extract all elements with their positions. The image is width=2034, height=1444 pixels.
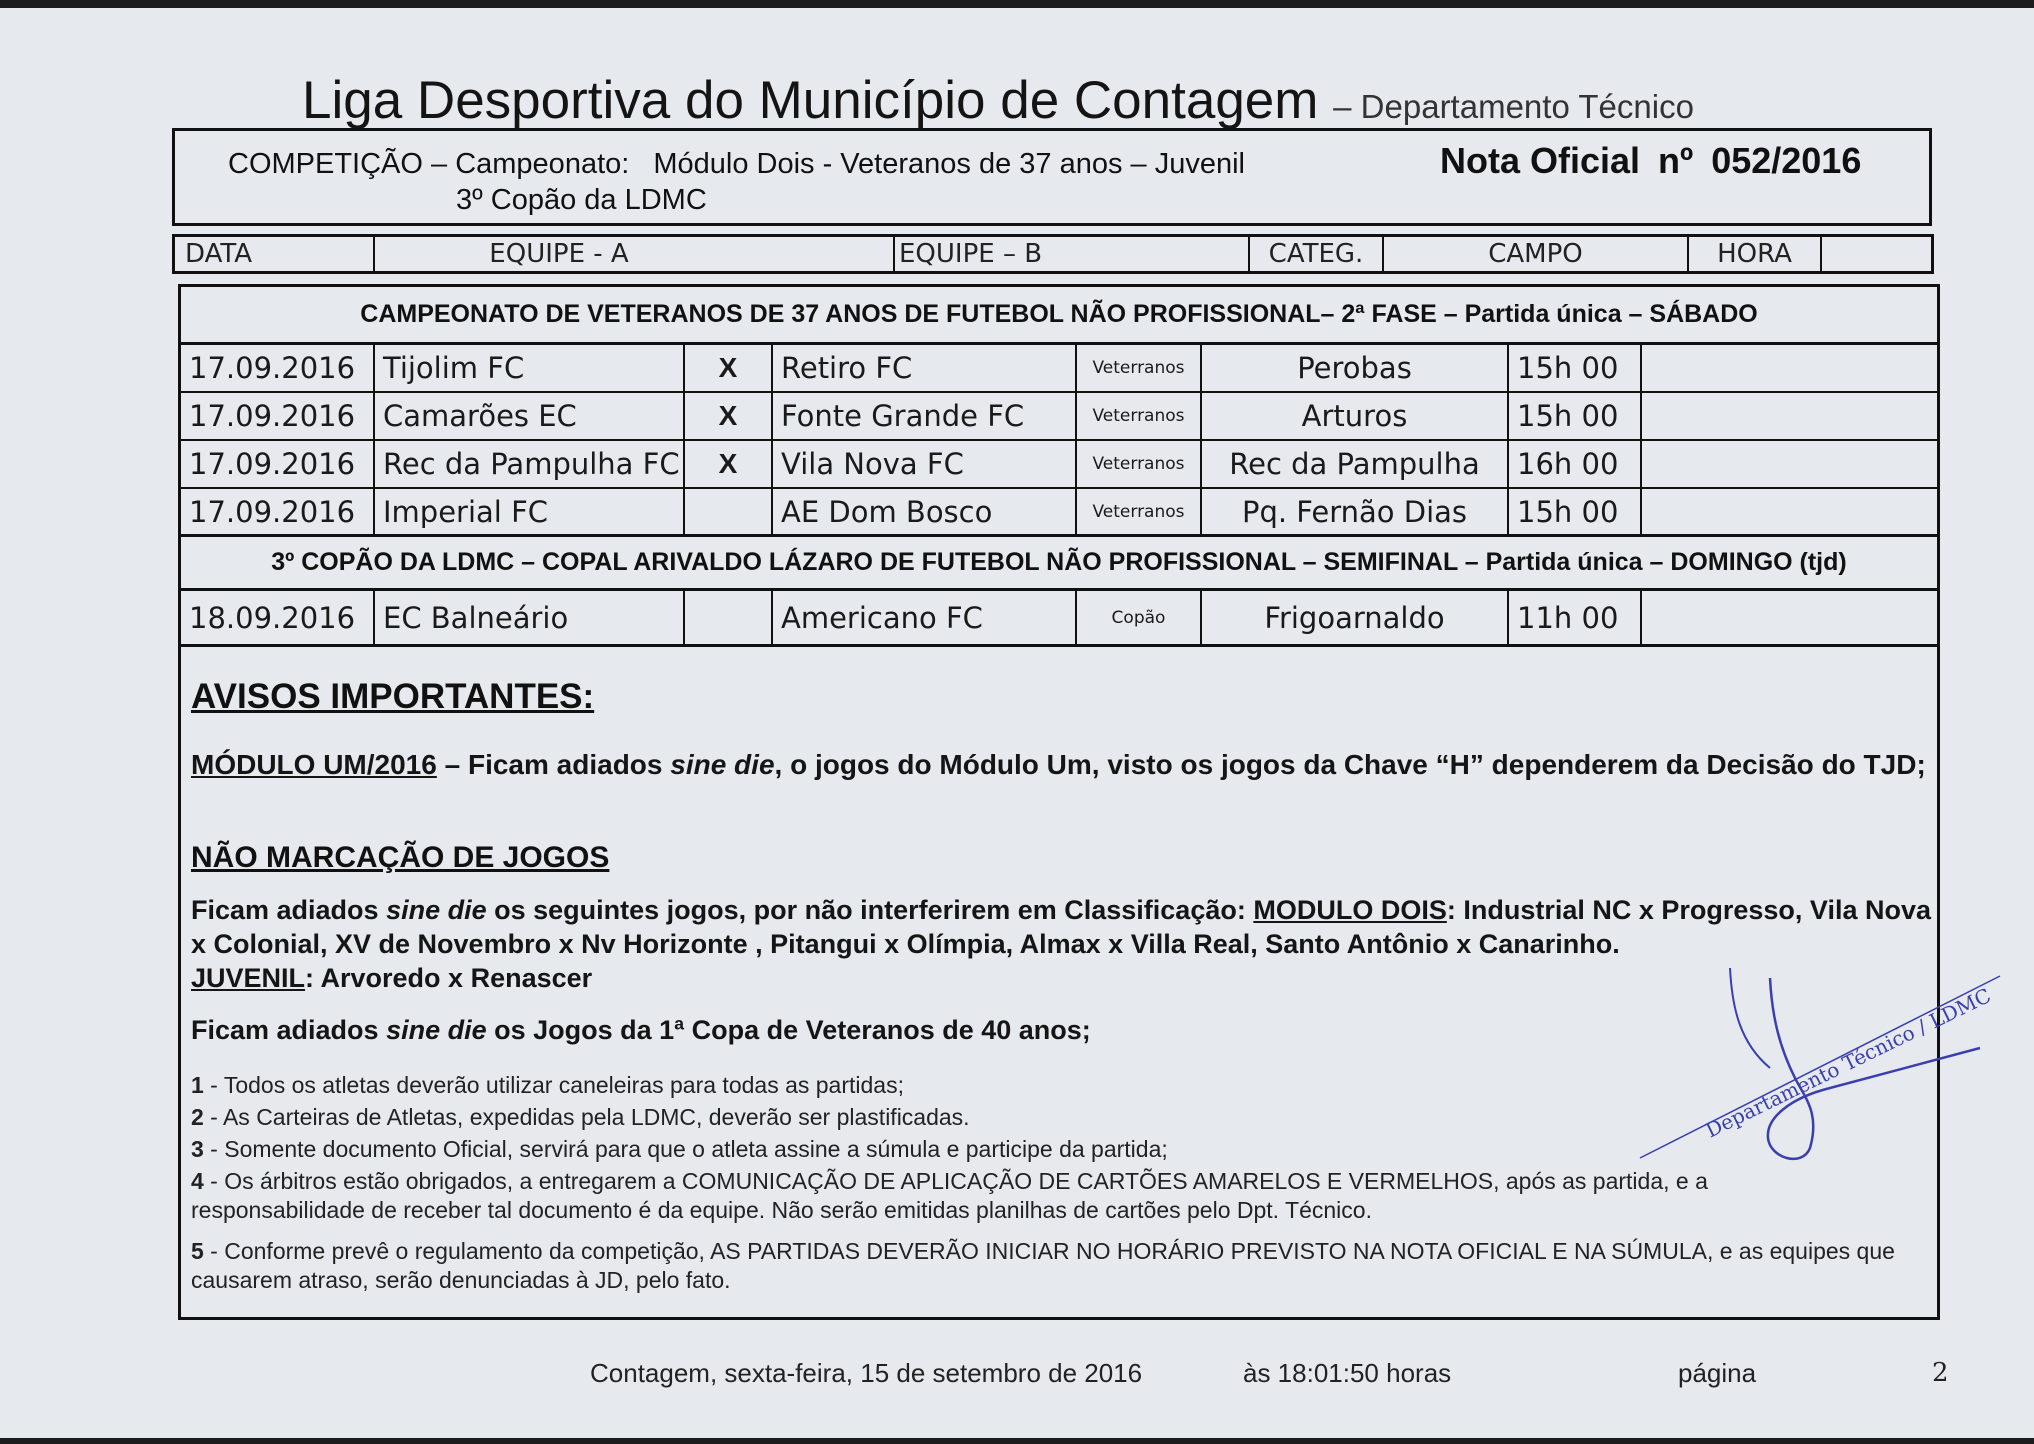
item-text: - As Carteiras de Atletas, expedidas pela LDMC, deverão ser plastificadas.: [203, 1104, 970, 1130]
cell-date: 17.09.2016: [181, 393, 375, 439]
col-header-hora: HORA: [1689, 237, 1822, 271]
table-row: [181, 393, 1937, 441]
p2-text-c: : Industrial NC x Progresso, Vila Nova x Colonial, XV de Novembro x Nv Horizonte , Pitangui x Olímpia, Almax x Villa Real, Santo Antônio x Canarinho.: [191, 895, 1931, 959]
col-header-equipe-a: EQUIPE - A: [375, 237, 895, 271]
modulo-dois-label: MODULO DOIS: [1253, 895, 1447, 925]
cell-blank: [1642, 489, 1937, 534]
col-header-categ: CATEG.: [1250, 237, 1384, 271]
juvenil-label: JUVENIL: [191, 963, 306, 993]
cell-date: 18.09.2016: [181, 591, 375, 644]
item-text: - Conforme prevê o regulamento da competição, AS PARTIDAS DEVERÃO INICIAR NO HORÁRIO PREVISTO NA NOTA OFICIAL E NA SÚMULA, e as equipes que causarem atraso, serão denunciadas à JD, pelo fato.: [191, 1238, 1895, 1293]
cell-date: 17.09.2016: [181, 489, 375, 534]
competition-value: Módulo Dois - Veteranos de 37 anos – Juvenil: [653, 148, 1245, 180]
cell-date: 17.09.2016: [181, 345, 375, 391]
cell-campo: Perobas: [1202, 345, 1509, 391]
cell-campo: Rec da Pampulha: [1202, 441, 1509, 487]
col-header-equipe-b: EQUIPE – B: [895, 237, 1250, 271]
nao-marcacao-heading: NÃO MARCAÇÃO DE JOGOS: [191, 841, 610, 874]
cell-versus: [685, 591, 773, 644]
cell-campo: Frigoarnaldo: [1202, 591, 1509, 644]
section-title-copao: 3º COPÃO DA LDMC – COPAL ARIVALDO LÁZARO DE FUTEBOL NÃO PROFISSIONAL – SEMIFINAL – Partida única – DOMINGO (tjd): [181, 537, 1937, 591]
list-item: [191, 1237, 1931, 1295]
item-text: - Somente documento Oficial, servirá para que o atleta assine a súmula e participe da partida;: [203, 1136, 1168, 1162]
list-item: [191, 1167, 1751, 1225]
nota-no: nº: [1658, 140, 1694, 181]
item-text: - Os árbitros estão obrigados, a entregarem a COMUNICAÇÃO DE APLICAÇÃO DE CARTÕES AMARELOS E VERMELHOS, após as partida, e a responsabilidade de receber tal documento é da equipe. Não serão emitidas planilhas de cartões pelo Dpt. Técnico.: [191, 1168, 1708, 1223]
document-sheet: [0, 8, 2034, 1438]
cell-team-b: Americano FC: [773, 591, 1077, 644]
cell-campo: Pq. Fernão Dias: [1202, 489, 1509, 534]
modulo-um-paragraph: [191, 747, 1931, 783]
nota-label: Nota Oficial: [1440, 140, 1641, 181]
cell-team-b: Vila Nova FC: [773, 441, 1077, 487]
cell-team-b: Retiro FC: [773, 345, 1077, 391]
signature-stroke: [1730, 968, 1770, 1068]
cell-versus: X: [685, 441, 773, 487]
sine-die-3: sine die: [386, 1015, 487, 1045]
cell-team-a: Camarões EC: [375, 393, 685, 439]
item-number: 5: [191, 1238, 204, 1264]
footer-date: Contagem, sexta-feira, 15 de setembro de 2016: [590, 1358, 1143, 1388]
cell-hora: 15h 00: [1509, 489, 1642, 534]
cell-blank: [1642, 591, 1937, 644]
cell-versus: X: [685, 345, 773, 391]
cell-category: Copão: [1077, 591, 1202, 644]
sine-die-1: sine die: [670, 749, 775, 780]
cell-blank: [1642, 441, 1937, 487]
cell-versus: [685, 489, 773, 534]
page-title: [302, 70, 1694, 131]
table-row: [181, 591, 1937, 647]
cell-team-a: EC Balneário: [375, 591, 685, 644]
section-title-veteranos: CAMPEONATO DE VETERANOS DE 37 ANOS DE FUTEBOL NÃO PROFISSIONAL– 2ª FASE – Partida única – SÁBADO: [181, 287, 1937, 345]
org-name: Liga Desportiva do Município de Contagem: [302, 71, 1319, 130]
footer-page-number: 2: [1932, 1358, 1949, 1388]
modulo-um-text-b: , o jogos do Módulo Um, visto os jogos da Chave “H” dependerem da Decisão do TJD;: [774, 749, 1926, 780]
cell-team-a: Imperial FC: [375, 489, 685, 534]
stamp-text: Departamento Técnico / LDMC: [1701, 983, 1995, 1143]
competition-line-2: 3º Copão da LDMC: [456, 184, 707, 216]
cell-team-a: Rec da Pampulha FC: [375, 441, 685, 487]
cell-team-b: Fonte Grande FC: [773, 393, 1077, 439]
cell-date: 17.09.2016: [181, 441, 375, 487]
item-text: - Todos os atletas deverão utilizar caneleiras para todas as partidas;: [203, 1072, 904, 1098]
cell-category: Veterranos: [1077, 441, 1202, 487]
p2-text-a: Ficam adiados: [191, 895, 387, 925]
table-row: [181, 345, 1937, 393]
item-number: 1: [191, 1072, 204, 1098]
p3-text-b: os Jogos da 1ª Copa de Veteranos de 40 anos;: [486, 1015, 1091, 1045]
cell-versus: X: [685, 393, 773, 439]
cell-hora: 16h 00: [1509, 441, 1642, 487]
cell-category: Veterranos: [1077, 393, 1202, 439]
competition-line: [228, 148, 1245, 181]
col-header-blank: [1822, 237, 1931, 271]
table-row: [181, 441, 1937, 489]
column-header-row: [172, 234, 1934, 274]
modulo-um-text-a: – Ficam adiados: [436, 749, 671, 780]
cell-campo: Arturos: [1202, 393, 1509, 439]
competition-label: COMPETIÇÃO – Campeonato:: [228, 148, 630, 180]
table-row: [181, 489, 1937, 537]
cell-hora: 15h 00: [1509, 345, 1642, 391]
item-number: 4: [191, 1168, 204, 1194]
cell-hora: 11h 00: [1509, 591, 1642, 644]
footer-time: às 18:01:50 horas: [1243, 1358, 1452, 1388]
item-number: 2: [191, 1104, 204, 1130]
sine-die-2: sine die: [386, 895, 487, 925]
cell-blank: [1642, 393, 1937, 439]
department-name: – Departamento Técnico: [1333, 88, 1694, 125]
cell-blank: [1642, 345, 1937, 391]
avisos-heading: AVISOS IMPORTANTES:: [191, 677, 595, 716]
cell-hora: 15h 00: [1509, 393, 1642, 439]
p2-text-b: os seguintes jogos, por não interferirem em Classificação:: [486, 895, 1254, 925]
modulo-um-label: MÓDULO UM/2016: [191, 749, 437, 780]
nota-oficial: [1440, 140, 1861, 182]
cell-team-a: Tijolim FC: [375, 345, 685, 391]
cell-category: Veterranos: [1077, 345, 1202, 391]
footer-page-label: página: [1678, 1358, 1757, 1388]
col-header-data: DATA: [175, 237, 375, 271]
p3-text-a: Ficam adiados: [191, 1015, 387, 1045]
cell-category: Veterranos: [1077, 489, 1202, 534]
p2-text-d: : Arvoredo x Renascer: [305, 963, 593, 993]
item-number: 3: [191, 1136, 204, 1162]
cell-team-b: AE Dom Bosco: [773, 489, 1077, 534]
col-header-campo: CAMPO: [1384, 237, 1689, 271]
department-stamp-signature: [1620, 958, 2010, 1178]
nota-number: 052/2016: [1711, 140, 1862, 181]
